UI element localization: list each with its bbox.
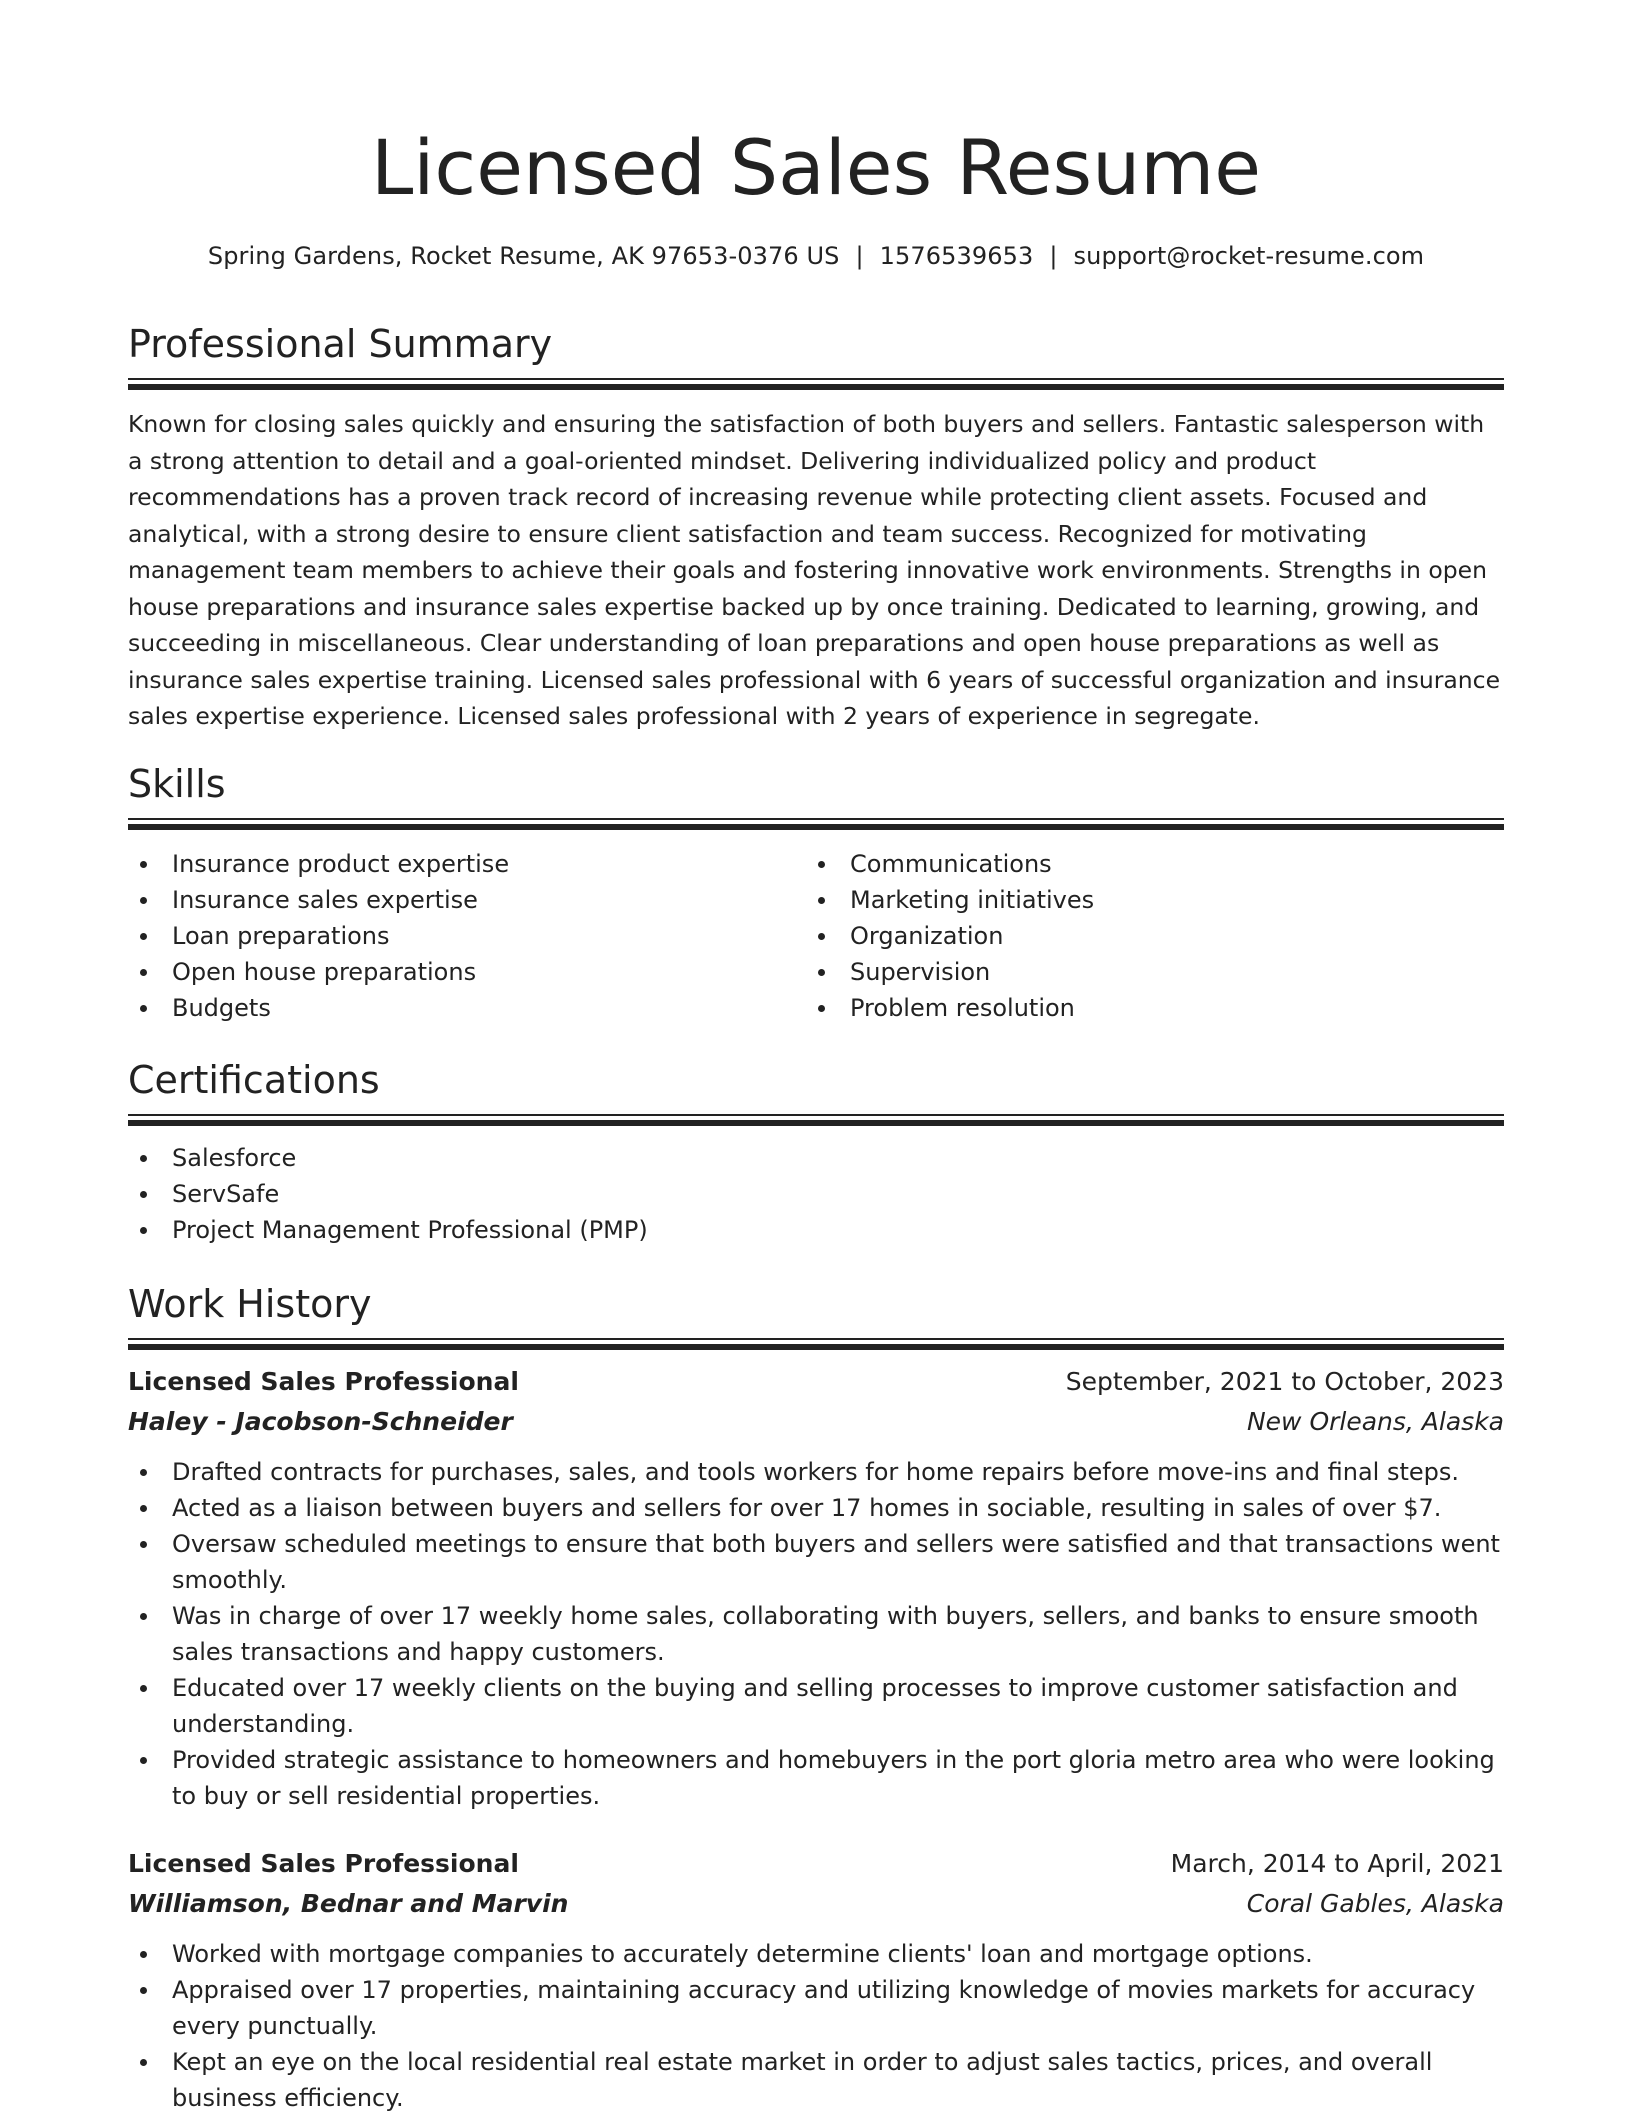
job-header	[128, 1362, 1504, 1402]
job-company: Haley - Jacobson-Schneider	[128, 1407, 513, 1436]
contact-line	[128, 238, 1504, 274]
list-item: Marketing initiatives	[806, 882, 1484, 918]
list-item: Insurance sales expertise	[128, 882, 806, 918]
section-divider	[128, 1114, 1504, 1128]
work-history-heading: Work History	[128, 1282, 372, 1326]
list-item: Oversaw scheduled meetings to ensure that both buyers and sellers were satisfied and that transactions went smoothly.	[128, 1526, 1504, 1598]
list-item: Project Management Professional (PMP)	[128, 1212, 1504, 1248]
list-item: Provided strategic assistance to homeowners and homebuyers in the port gloria metro area who were looking to buy or sell residential properties.	[128, 1742, 1504, 1814]
job-location: New Orleans, Alaska	[1246, 1407, 1504, 1436]
list-item: Educated over 17 weekly clients on the buying and selling processes to improve customer satisfaction and understanding.	[128, 1670, 1504, 1742]
summary-heading: Professional Summary	[128, 322, 553, 366]
skills-heading: Skills	[128, 762, 226, 806]
job-title: Licensed Sales Professional	[128, 1367, 519, 1396]
list-item: Budgets	[128, 990, 806, 1026]
list-item: Problem resolution	[806, 990, 1484, 1026]
job-entry	[128, 1844, 1504, 2116]
summary-section	[128, 318, 1504, 735]
list-item: Salesforce	[128, 1140, 1504, 1176]
section-divider	[128, 378, 1504, 392]
job-subheader	[128, 1402, 1504, 1442]
list-item: Was in charge of over 17 weekly home sales, collaborating with buyers, sellers, and banks to ensure smooth sales transactions and happy customers.	[128, 1598, 1504, 1670]
skills-grid	[128, 846, 1504, 1026]
contact-separator: |	[855, 242, 864, 270]
job-title: Licensed Sales Professional	[128, 1849, 519, 1878]
job-header	[128, 1844, 1504, 1884]
resume-title: Licensed Sales Resume	[370, 123, 1262, 212]
skills-list-right	[806, 846, 1484, 1026]
list-item: Acted as a liaison between buyers and sellers for over 17 homes in sociable, resulting in sales of over $7.	[128, 1490, 1504, 1526]
job-bullets	[128, 1936, 1504, 2116]
job-dates: March, 2014 to April, 2021	[1170, 1849, 1504, 1878]
job-company: Williamson, Bednar and Marvin	[128, 1889, 569, 1918]
contact-separator: |	[1049, 242, 1058, 270]
job-location: Coral Gables, Alaska	[1246, 1889, 1504, 1918]
section-divider	[128, 1338, 1504, 1352]
list-item: Supervision	[806, 954, 1484, 990]
contact-phone: 1576539653	[879, 242, 1034, 270]
list-item: Open house preparations	[128, 954, 806, 990]
work-history-section	[128, 1278, 1504, 2116]
list-item: Communications	[806, 846, 1484, 882]
list-item: Insurance product expertise	[128, 846, 806, 882]
summary-text: Known for closing sales quickly and ensuring the satisfaction of both buyers and sellers. Fantastic salesperson with a strong attention to detail and a goal-oriented mindset. Delivering individualized policy and product recommendations has a proven track record of increasing revenue while protecting client assets. Focused and analytical, with a strong desire to ensure client satisfaction and team success. Recognized for motivating management team members to achieve their goals and fostering innovative work environments. Strengths in open house preparations and insurance sales expertise backed up by once training. Dedicated to learning, growing, and succeeding in miscellaneous. Clear understanding of loan preparations and open house preparations as well as insurance sales expertise training. Licensed sales professional with 6 years of successful organization and insurance sales expertise experience. Licensed sales professional with 2 years of experience in segregate.	[128, 410, 1501, 730]
contact-address: Spring Gardens, Rocket Resume, AK 97653-0376 US	[207, 242, 840, 270]
job-dates: September, 2021 to October, 2023	[1065, 1367, 1504, 1396]
contact-email[interactable]: support@rocket-resume.com	[1073, 242, 1425, 270]
list-item: Loan preparations	[128, 918, 806, 954]
certifications-heading: Certifications	[128, 1058, 380, 1102]
job-entry	[128, 1362, 1504, 1814]
list-item: Appraised over 17 properties, maintaining accuracy and utilizing knowledge of movies markets for accuracy every punctually.	[128, 1972, 1504, 2044]
list-item: Worked with mortgage companies to accurately determine clients' loan and mortgage options.	[128, 1936, 1504, 1972]
job-bullets	[128, 1454, 1504, 1814]
certifications-list	[128, 1140, 1504, 1248]
section-divider	[128, 818, 1504, 832]
list-item: Drafted contracts for purchases, sales, and tools workers for home repairs before move-ins and final steps.	[128, 1454, 1504, 1490]
list-item: Kept an eye on the local residential real estate market in order to adjust sales tactics, prices, and overall business efficiency.	[128, 2044, 1504, 2116]
certifications-section	[128, 1054, 1504, 1248]
job-subheader	[128, 1884, 1504, 1924]
list-item: ServSafe	[128, 1176, 1504, 1212]
skills-section	[128, 758, 1504, 1026]
list-item: Organization	[806, 918, 1484, 954]
skills-list-left	[128, 846, 806, 1026]
